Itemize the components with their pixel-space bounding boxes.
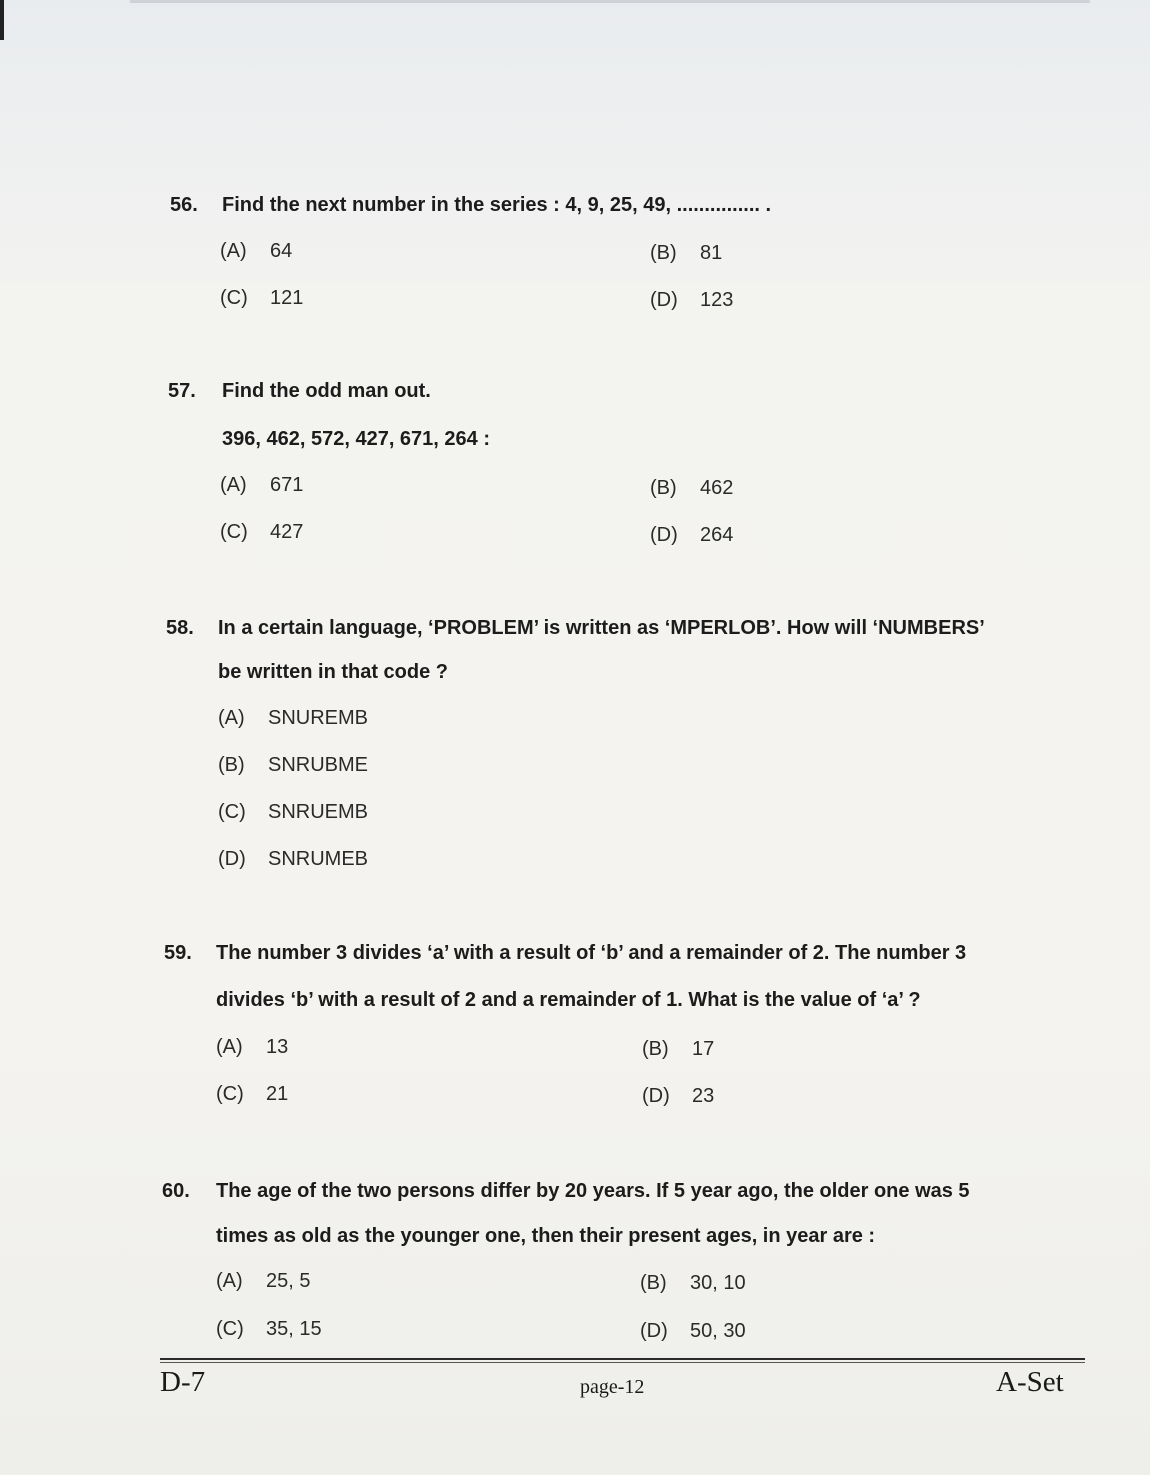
option-d: (D) 264: [650, 524, 734, 546]
option-a: (A) 64: [220, 240, 293, 262]
footer-rule-thin: [160, 1362, 1085, 1363]
question-text-line-2: be written in that code ?: [218, 661, 449, 683]
question-text: Find the odd man out.: [222, 380, 431, 402]
option-c: (C) 427: [220, 521, 304, 543]
question-number: 58.: [166, 617, 194, 639]
option-d: (D) 50, 30: [640, 1320, 746, 1342]
left-edge-mark: [0, 0, 4, 40]
option-d: (D) 123: [650, 289, 734, 311]
option-c: (C) 121: [220, 287, 304, 309]
option-a: (A) SNUREMB: [218, 707, 369, 729]
option-b: (B) 30, 10: [640, 1272, 746, 1294]
question-text: Find the next number in the series : 4, 9, 25, 49, ............... .: [222, 194, 772, 216]
question-text-line-1: The age of the two persons differ by 20 years. If 5 year ago, the older one was 5: [216, 1180, 970, 1202]
option-a: (A) 13: [216, 1036, 289, 1058]
set-label: A-Set: [996, 1366, 1064, 1398]
option-a: (A) 671: [220, 474, 304, 496]
question-text-line-2: times as old as the younger one, then their present ages, in year are :: [216, 1225, 876, 1247]
footer-rule: [160, 1358, 1085, 1360]
option-b: (B) 462: [650, 477, 734, 499]
question-number: 60.: [162, 1180, 190, 1202]
option-d: (D) 23: [642, 1085, 715, 1107]
question-subtext: 396, 462, 572, 427, 671, 264 :: [222, 428, 490, 450]
option-b: (B) SNRUBME: [218, 754, 369, 776]
top-edge-line: [130, 0, 1090, 3]
option-a: (A) 25, 5: [216, 1270, 311, 1292]
option-b: (B) 81: [650, 242, 723, 264]
question-number: 56.: [170, 194, 198, 216]
question-number: 59.: [164, 942, 192, 964]
question-text-line-1: In a certain language, ‘PROBLEM’ is written as ‘MPERLOB’. How will ‘NUMBERS’: [218, 617, 985, 639]
option-c: (C) 35, 15: [216, 1318, 322, 1340]
question-text-line-2: divides ‘b’ with a result of 2 and a remainder of 1. What is the value of ‘a’ ?: [216, 989, 921, 1011]
option-d: (D) SNRUMEB: [218, 848, 369, 870]
page-number: page-12: [580, 1376, 645, 1398]
option-c: (C) SNRUEMB: [218, 801, 369, 823]
option-b: (B) 17: [642, 1038, 715, 1060]
question-text-line-1: The number 3 divides ‘a’ with a result of ‘b’ and a remainder of 2. The number 3: [216, 942, 967, 964]
footer-code: D-7: [160, 1366, 206, 1398]
question-number: 57.: [168, 380, 196, 402]
option-c: (C) 21: [216, 1083, 289, 1105]
